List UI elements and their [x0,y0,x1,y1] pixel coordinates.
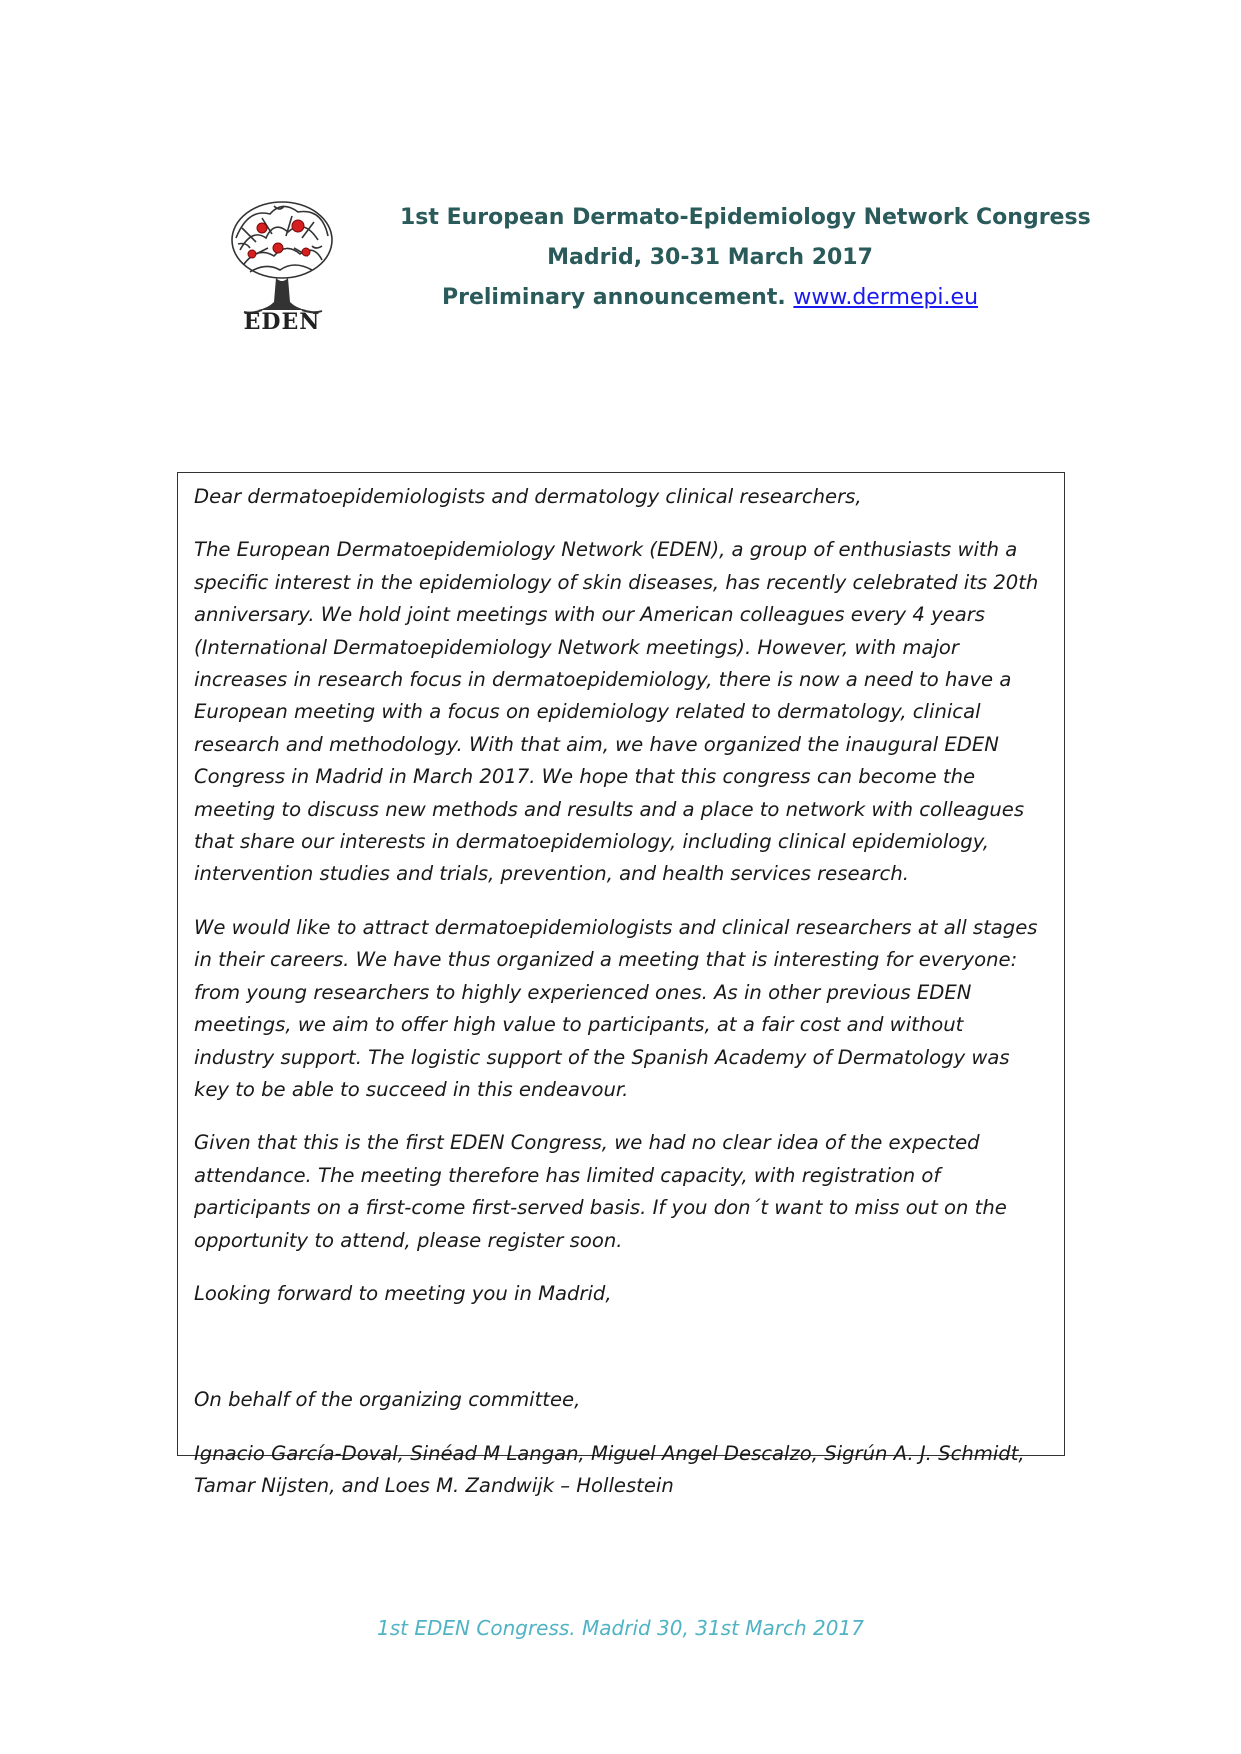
eden-logo [222,198,342,330]
page-footer: 1st EDEN Congress. Madrid 30, 31st March 2017 [377,1616,864,1640]
announcement-line [400,278,1020,318]
website-link[interactable]: www.dermepi.eu [793,285,979,310]
congress-date-location: Madrid, 30-31 March 2017 [547,245,873,270]
tree-logo-icon [222,198,342,330]
letter-paragraph-2: We would like to attract dermatoepidemiologists and clinical researchers at all stages in their careers. We have thus organized a meeting that is interesting for everyone: from young researchers to highly experienced ones. As in other previous EDEN meetings, we aim to offer high value to participants, at a fair cost and without industry support. The logistic support of the Spanish Academy of Dermatology was key to be able to succeed in this endeavour. [194,915,1038,1101]
congress-title: 1st European Dermato-Epidemiology Network Congress [400,205,1091,230]
svg-text:EDEN: EDEN [243,309,321,330]
letter-box [177,472,1065,1498]
letter-signatories: Ignacio García-Doval, Sinéad M Langan, Miguel Angel Descalzo, Sigrún A. J. Schmidt, Tamar Nijsten, and Loes M. Zandwijk – Hollestein [194,1441,1025,1498]
letter-salutation: Dear dermatoepidemiologists and dermatology clinical researchers, [194,485,862,508]
letter-behalf: On behalf of the organizing committee, [194,1388,581,1412]
announcement-label: Preliminary announcement. [441,285,786,310]
letter-paragraph-3: Given that this is the first EDEN Congress, we had no clear idea of the expected attendance. The meeting therefore has limited capacity, with registration of participants on a first-come first-served basis. If you don´t want to miss out on the opportunity to attend, please register soon. [194,1131,1007,1252]
congress-header [400,198,1091,318]
letter-paragraph-1: The European Dermatoepidemiology Network (EDEN), a group of enthusiasts with a specific interest in the epidemiology of skin diseases, has recently celebrated its 20th anniversary. We hold joint meetings with our American colleagues every 4 years (International Dermatoepidemiology Network meetings). However, with major increases in research focus in dermatoepidemiology, there is now a need to have a European meeting with a focus on epidemiology related to dermatology, clinical research and methodology. With that aim, we have organized the inaugural EDEN Congress in Madrid in March 2017. We hope that this congress can become the meeting to discuss new methods and results and a place to network with colleagues that share our interests in dermatoepidemiology, including clinical epidemiology, intervention studies and trials, prevention, and health services research. [194,538,1039,886]
letter-closing: Looking forward to meeting you in Madrid, [194,1281,612,1305]
